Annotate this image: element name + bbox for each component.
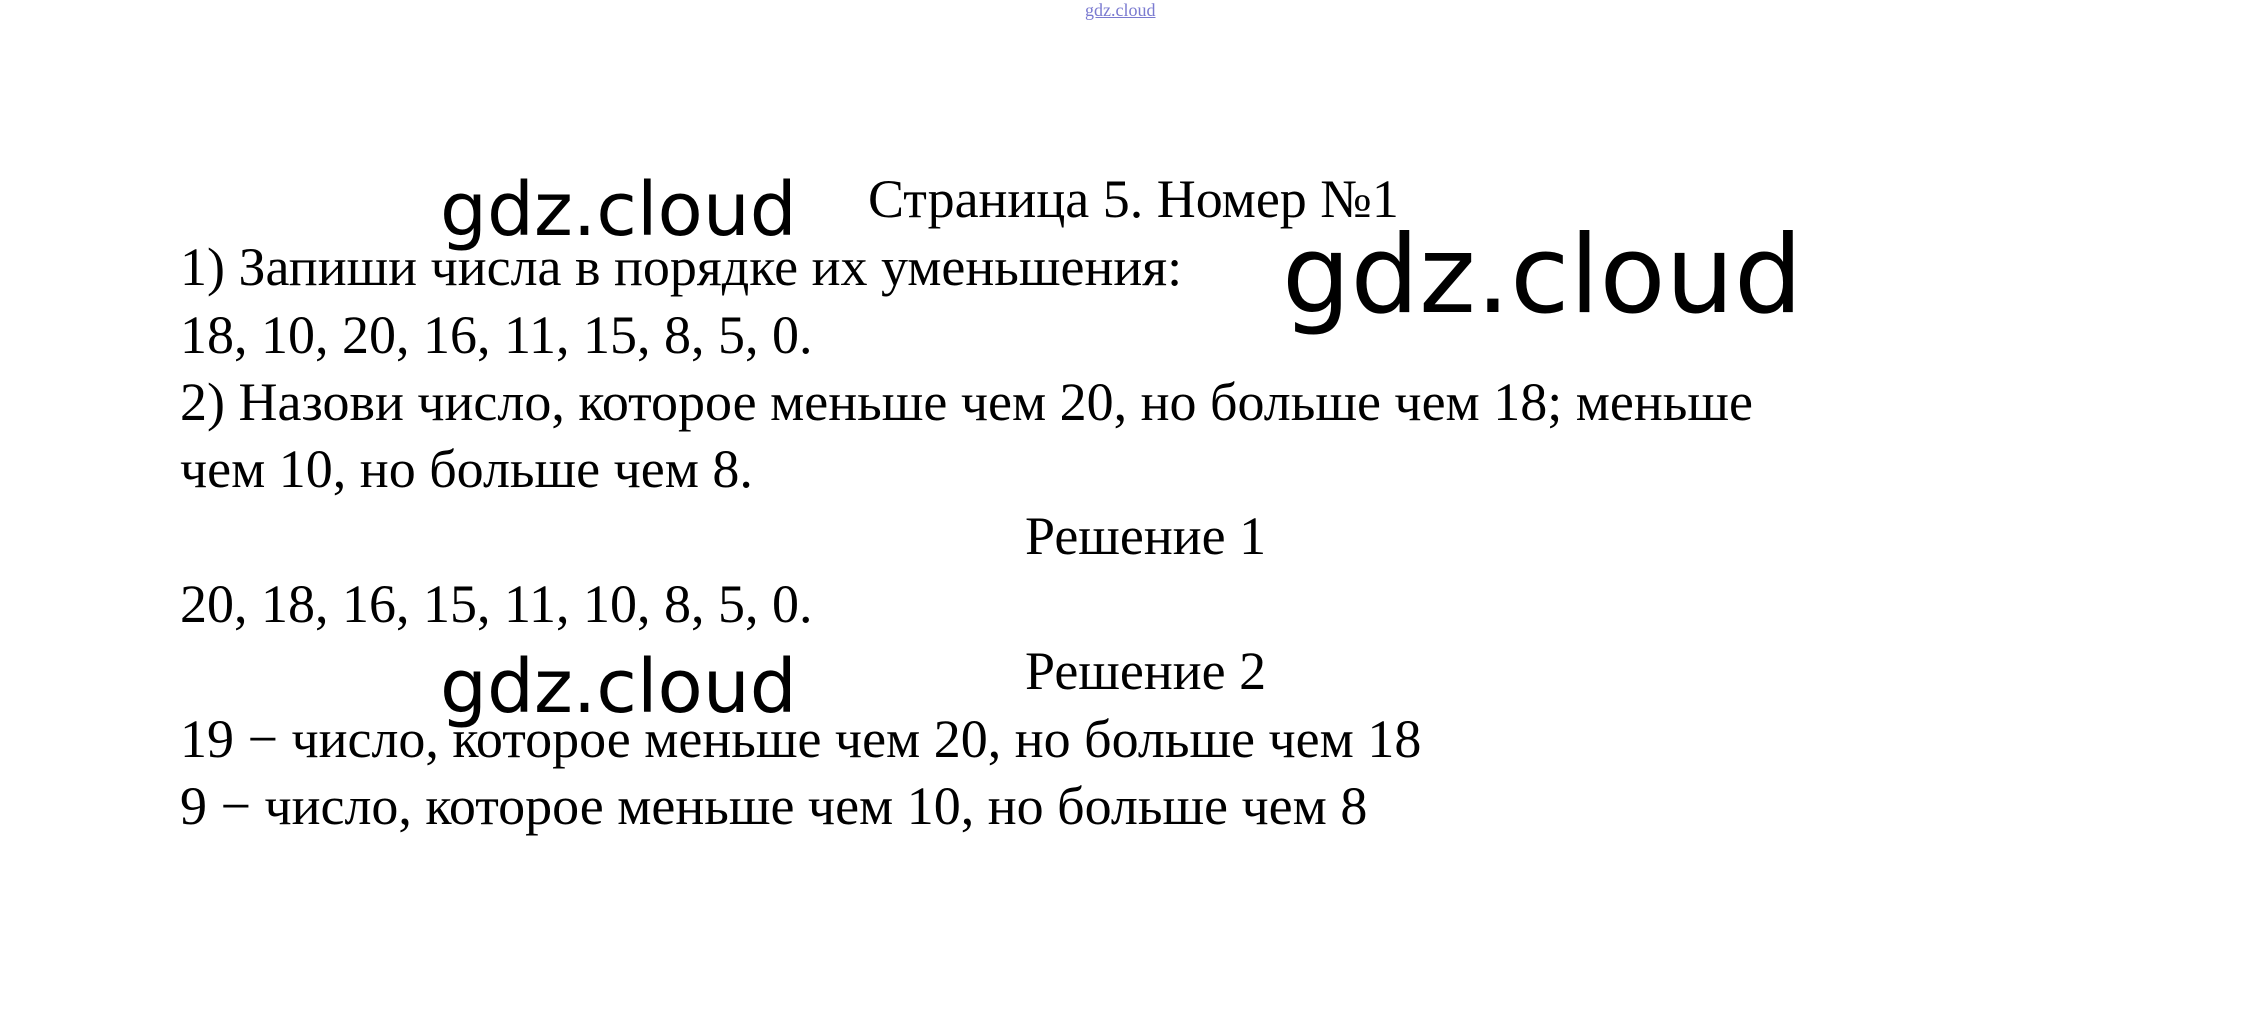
watermark-large: gdz.cloud — [1282, 213, 1803, 338]
solution2-heading: Решение 2 — [1025, 641, 1267, 701]
task1-numbers: 18, 10, 20, 16, 11, 15, 8, 5, 0. — [180, 305, 813, 365]
solution1-heading: Решение 1 — [1025, 506, 1267, 566]
task1-text: 1) Запиши числа в порядке их уменьшения: — [180, 237, 1183, 297]
page-title: Страница 5. Номер №1 — [868, 169, 1399, 229]
solution2-line1: 19 − число, которое меньше чем 20, но больше чем 18 — [180, 709, 1422, 769]
task2-line2: чем 10, но больше чем 8. — [180, 439, 753, 499]
solution1-text: 20, 18, 16, 15, 11, 10, 8, 5, 0. — [180, 574, 813, 634]
watermark-top-left: gdz.cloud — [440, 167, 797, 253]
watermark-middle-left: gdz.cloud — [440, 644, 797, 730]
site-link[interactable]: gdz.cloud — [1085, 0, 1156, 20]
task2-line1: 2) Назови число, которое меньше чем 20, но больше чем 18; меньше — [180, 372, 1753, 432]
solution2-line2: 9 − число, которое меньше чем 10, но больше чем 8 — [180, 776, 1368, 836]
